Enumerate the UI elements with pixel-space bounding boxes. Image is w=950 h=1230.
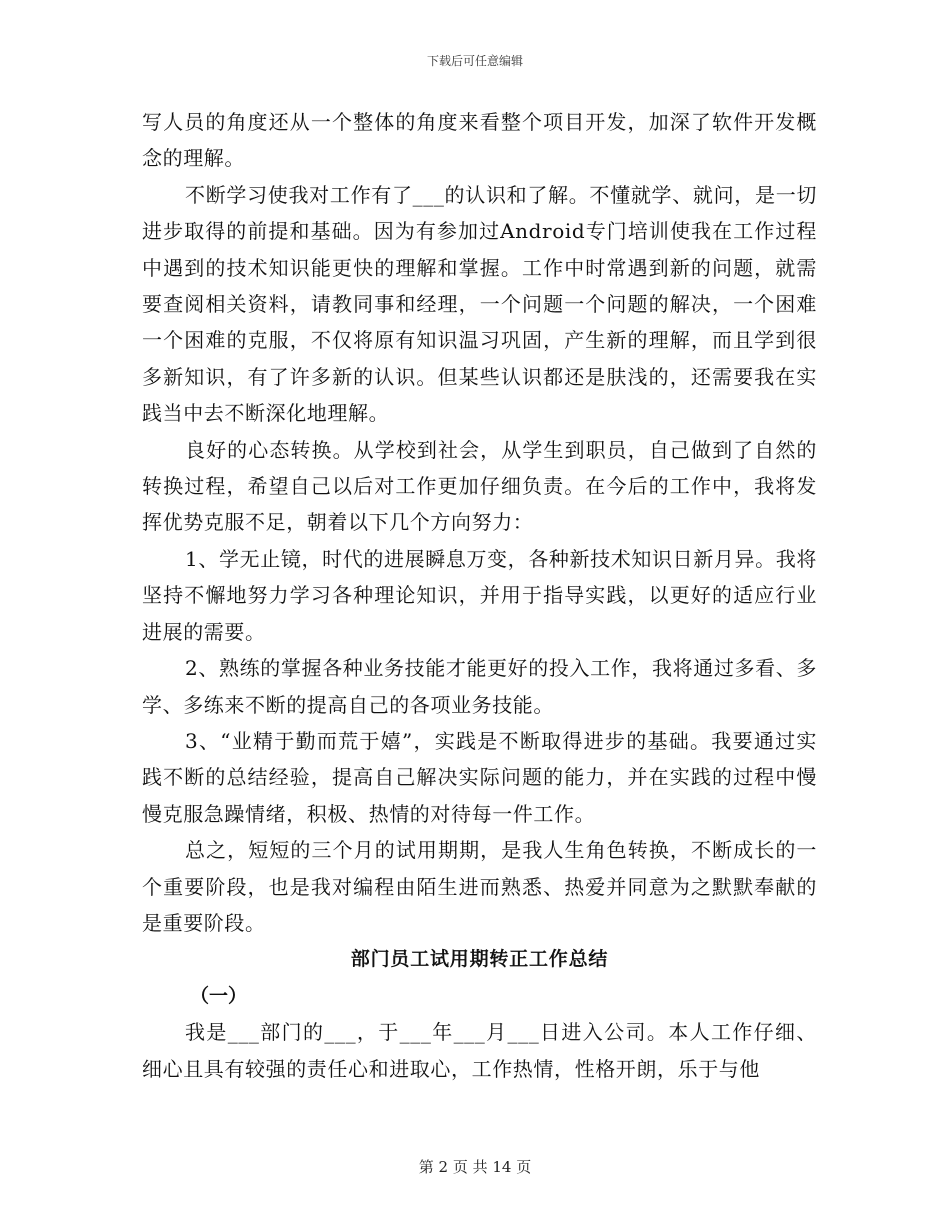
- section-subtitle: （一）: [190, 984, 248, 1007]
- paragraph-summary: 总之，短短的三个月的试用期期，是我人生角色转换，不断成长的一个重要阶段，也是我对编程由陌生进而熟悉、热爱并同意为之默默奉献的是重要阶段。: [142, 838, 817, 935]
- paragraph-learning: 不断学习使我对工作有了___的认识和了解。不懂就学、就问，是一切进步取得的前提和基础。因为有参加过Android专门培训使我在工作过程中遇到的技术知识能更快的理解和掌握。工作中时常遇到新的问题，就需要查阅相关资料，请教同事和经理，一个问题一个问题的解决，一个困难一个困难的克服，不仅将原有知识温习巩固，产生新的理解，而且学到很多新知识，有了许多新的认识。但某些认识都还是肤浅的，还需要我在实践当中去不断深化地理解。: [142, 182, 817, 426]
- paragraph-continuation: 写人员的角度还从一个整体的角度来看整个项目开发，加深了软件开发概念的理解。: [142, 110, 817, 171]
- page-number: 第 2 页 共 14 页: [418, 1158, 532, 1176]
- paragraph-item-1: 1、学无止镜，时代的进展瞬息万变，各种新技术知识日新月异。我将坚持不懈地努力学习各种理论知识，并用于指导实践，以更好的适应行业进展的需要。: [142, 546, 817, 644]
- paragraph-intro: 我是___部门的___，于___年___月___日进入公司。本人工作仔细、细心且具有较强的责任心和进取心，工作热情，性格开朗，乐于与他: [142, 1020, 817, 1081]
- document-body: [142, 104, 817, 1087]
- paragraph-mindset: 良好的心态转换。从学校到社会，从学生到职员，自己做到了自然的转换过程，希望自己以后对工作更加仔细负责。在今后的工作中，我将发挥优势克服不足，朝着以下几个方向努力：: [142, 437, 817, 535]
- section-title: 部门员工试用期转正工作总结: [350, 948, 609, 971]
- paragraph-item-3: 3、“业精于勤而荒于嬉”，实践是不断取得进步的基础。我要通过实践不断的总结经验，提高自己解决实际问题的能力，并在实践的过程中慢慢克服急躁情绪，积极、热情的对待每一件工作。: [142, 728, 817, 826]
- header-note: 下载后可任意编辑: [426, 54, 523, 68]
- paragraph-item-2: 2、熟练的掌握各种业务技能才能更好的投入工作，我将通过多看、多学、多练来不断的提高自己的各项业务技能。: [142, 656, 817, 717]
